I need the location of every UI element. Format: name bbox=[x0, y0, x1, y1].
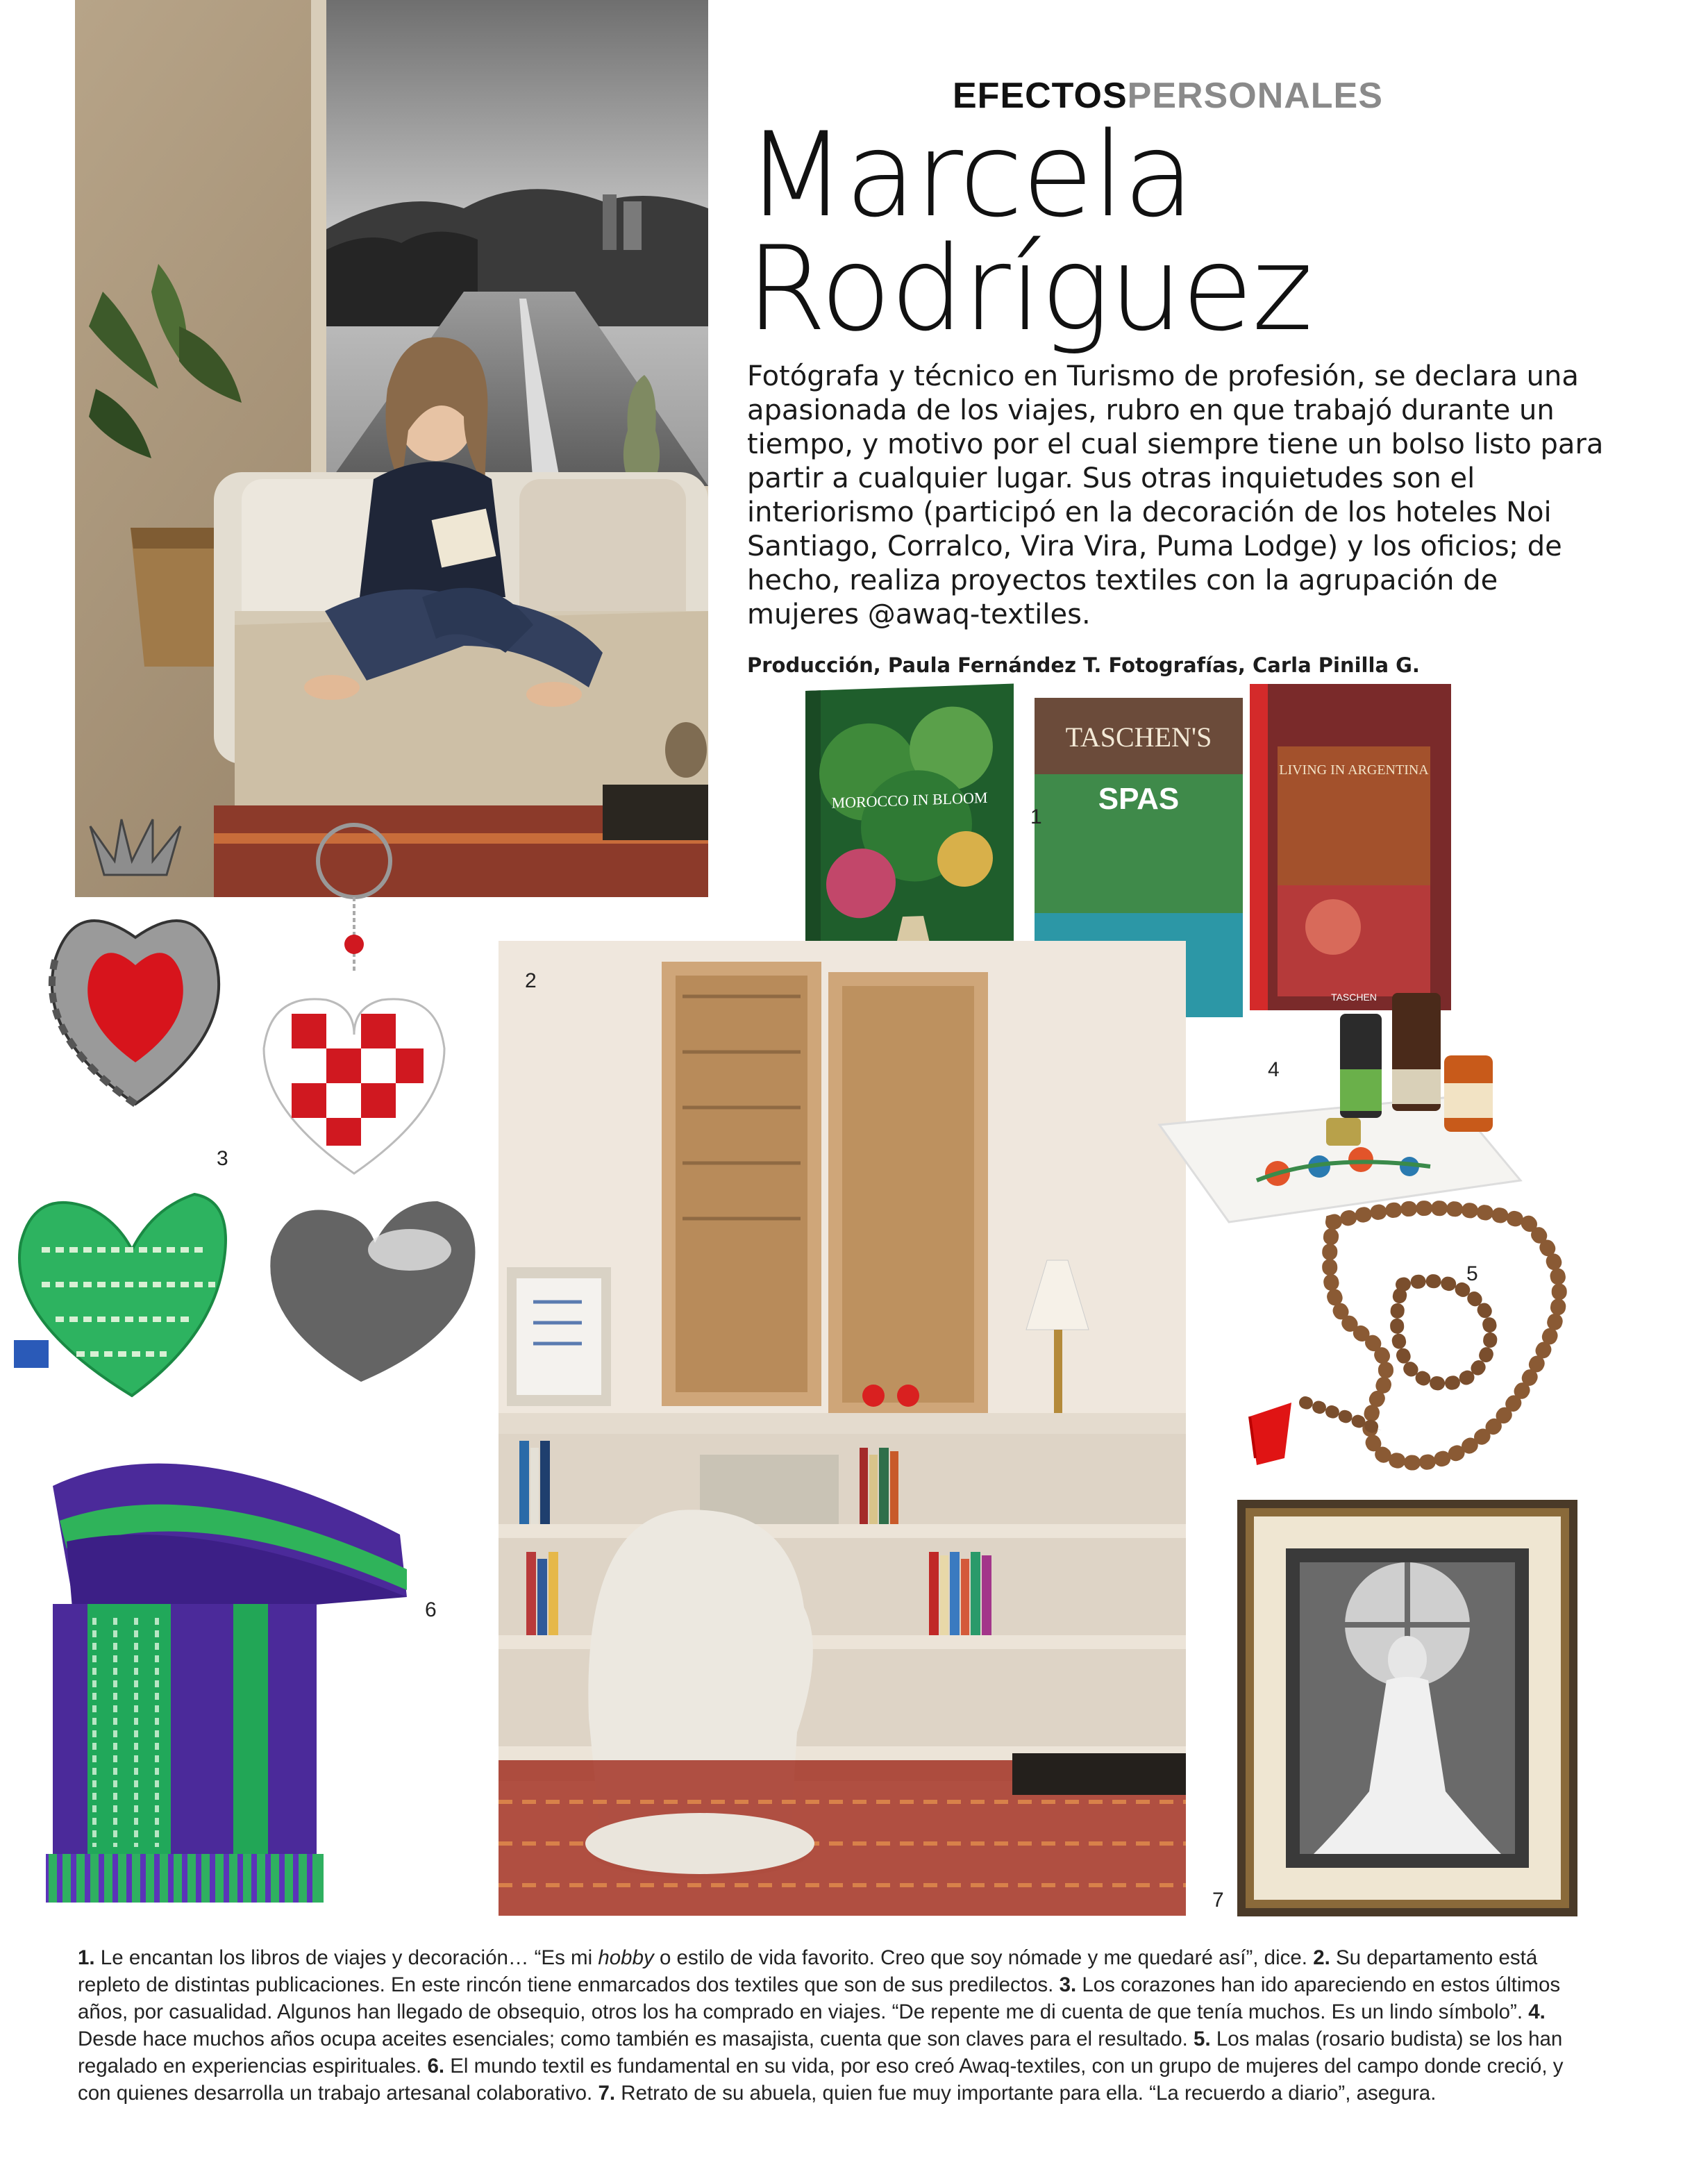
caption-1-text-b: o estilo de vida favorito. Creo que soy nómade y me quedaré así”, dice. bbox=[653, 1946, 1314, 1969]
living-room-photo bbox=[499, 941, 1186, 1916]
caption-3-number: 3. bbox=[1059, 1973, 1077, 1996]
caption-4-text: Desde hace muchos años ocupa aceites esenciales; como también es masajista, cuenta que son claves para el resultado. bbox=[78, 2028, 1194, 2050]
item-number-7: 7 bbox=[1212, 1889, 1224, 1912]
item-number-3: 3 bbox=[217, 1147, 228, 1170]
caption-1-text-a: Le encantan los libros de viajes y decoración… “Es mi bbox=[94, 1946, 598, 1969]
photo-credits: Producción, Paula Fernández T. Fotografías, Carla Pinilla G. bbox=[747, 653, 1420, 677]
caption-1-emphasis: hobby bbox=[598, 1946, 654, 1969]
textile-image bbox=[46, 1396, 435, 1903]
caption-2-number: 2. bbox=[1313, 1946, 1330, 1969]
caption-7-text: Retrato de su abuela, quien fue muy importante para ella. “La recuerdo a diario”, asegura. bbox=[615, 2082, 1437, 2105]
book2-title: SPAS bbox=[1098, 782, 1180, 816]
caption-7-number: 7. bbox=[598, 2082, 616, 2105]
caption-4-number: 4. bbox=[1528, 2000, 1546, 2023]
book1-title: MOROCCO IN BLOOM bbox=[831, 788, 988, 812]
portrait-photo bbox=[75, 0, 708, 897]
page-title bbox=[746, 107, 1648, 357]
caption-3-text: Los corazones han ido apareciendo en estos últimos años, por casualidad. Algunos han llegado de obsequio, otros los ha comprado en viajes. “De repente me di cuenta de que tenía muchos. Es un lindo símbolo”. bbox=[78, 1973, 1561, 2023]
mala-beads-image bbox=[1222, 1194, 1597, 1500]
caption-6-number: 6. bbox=[427, 2055, 445, 2078]
kicker-bold: EFECTOS bbox=[953, 76, 1128, 116]
hearts-product-image bbox=[14, 812, 486, 1410]
captions-paragraph bbox=[78, 1944, 1577, 2107]
caption-2-text: Su departamento está repleto de distintas publicaciones. En este rincón tiene enmarcados dos textiles que son de sus predilectos. bbox=[78, 1946, 1538, 1996]
item-number-5: 5 bbox=[1466, 1262, 1478, 1285]
book2-publisher: TASCHEN'S bbox=[1065, 721, 1212, 753]
book3-title: LIVING IN ARGENTINA bbox=[1279, 762, 1429, 778]
caption-1-number: 1. bbox=[78, 1946, 95, 1969]
kicker-light: PERSONALES bbox=[1127, 76, 1383, 116]
book3-footer: TASCHEN bbox=[1331, 992, 1377, 1003]
title-line-1: Marcela bbox=[746, 107, 1194, 243]
caption-6-text: El mundo textil es fundamental en su vida, por eso creó Awaq-textiles, con un grupo de mujeres del campo donde creció, y con quienes desarrolla un trabajo artesanal colaborativo. bbox=[78, 2055, 1564, 2105]
caption-5-text: Los malas (rosario budista) se los han regalado en experiencias espirituales. bbox=[78, 2028, 1563, 2078]
item-number-1: 1 bbox=[1030, 805, 1042, 828]
item-number-6: 6 bbox=[425, 1598, 437, 1621]
caption-5-number: 5. bbox=[1194, 2028, 1211, 2050]
intro-paragraph: Fotógrafa y técnico en Turismo de profesión, se declara una apasionada de los viajes, rubro en que trabajó durante un tiempo, y motivo por el cual siempre tiene un bolso listo para partir a cualquier lugar. Sus otras inquietudes son el interiorismo (participó en la decoración de los hoteles Noi Santiago, Corralco, Vira Vira, Puma Lodge) y los oficios; de hecho, realiza proyectos textiles con la agrupación de mujeres @awaq-textiles. bbox=[747, 360, 1604, 630]
title-line-2: Rodríguez bbox=[746, 221, 1312, 357]
item-number-2: 2 bbox=[525, 969, 537, 992]
item-number-4: 4 bbox=[1268, 1058, 1280, 1081]
framed-portrait-image bbox=[1237, 1500, 1577, 1916]
